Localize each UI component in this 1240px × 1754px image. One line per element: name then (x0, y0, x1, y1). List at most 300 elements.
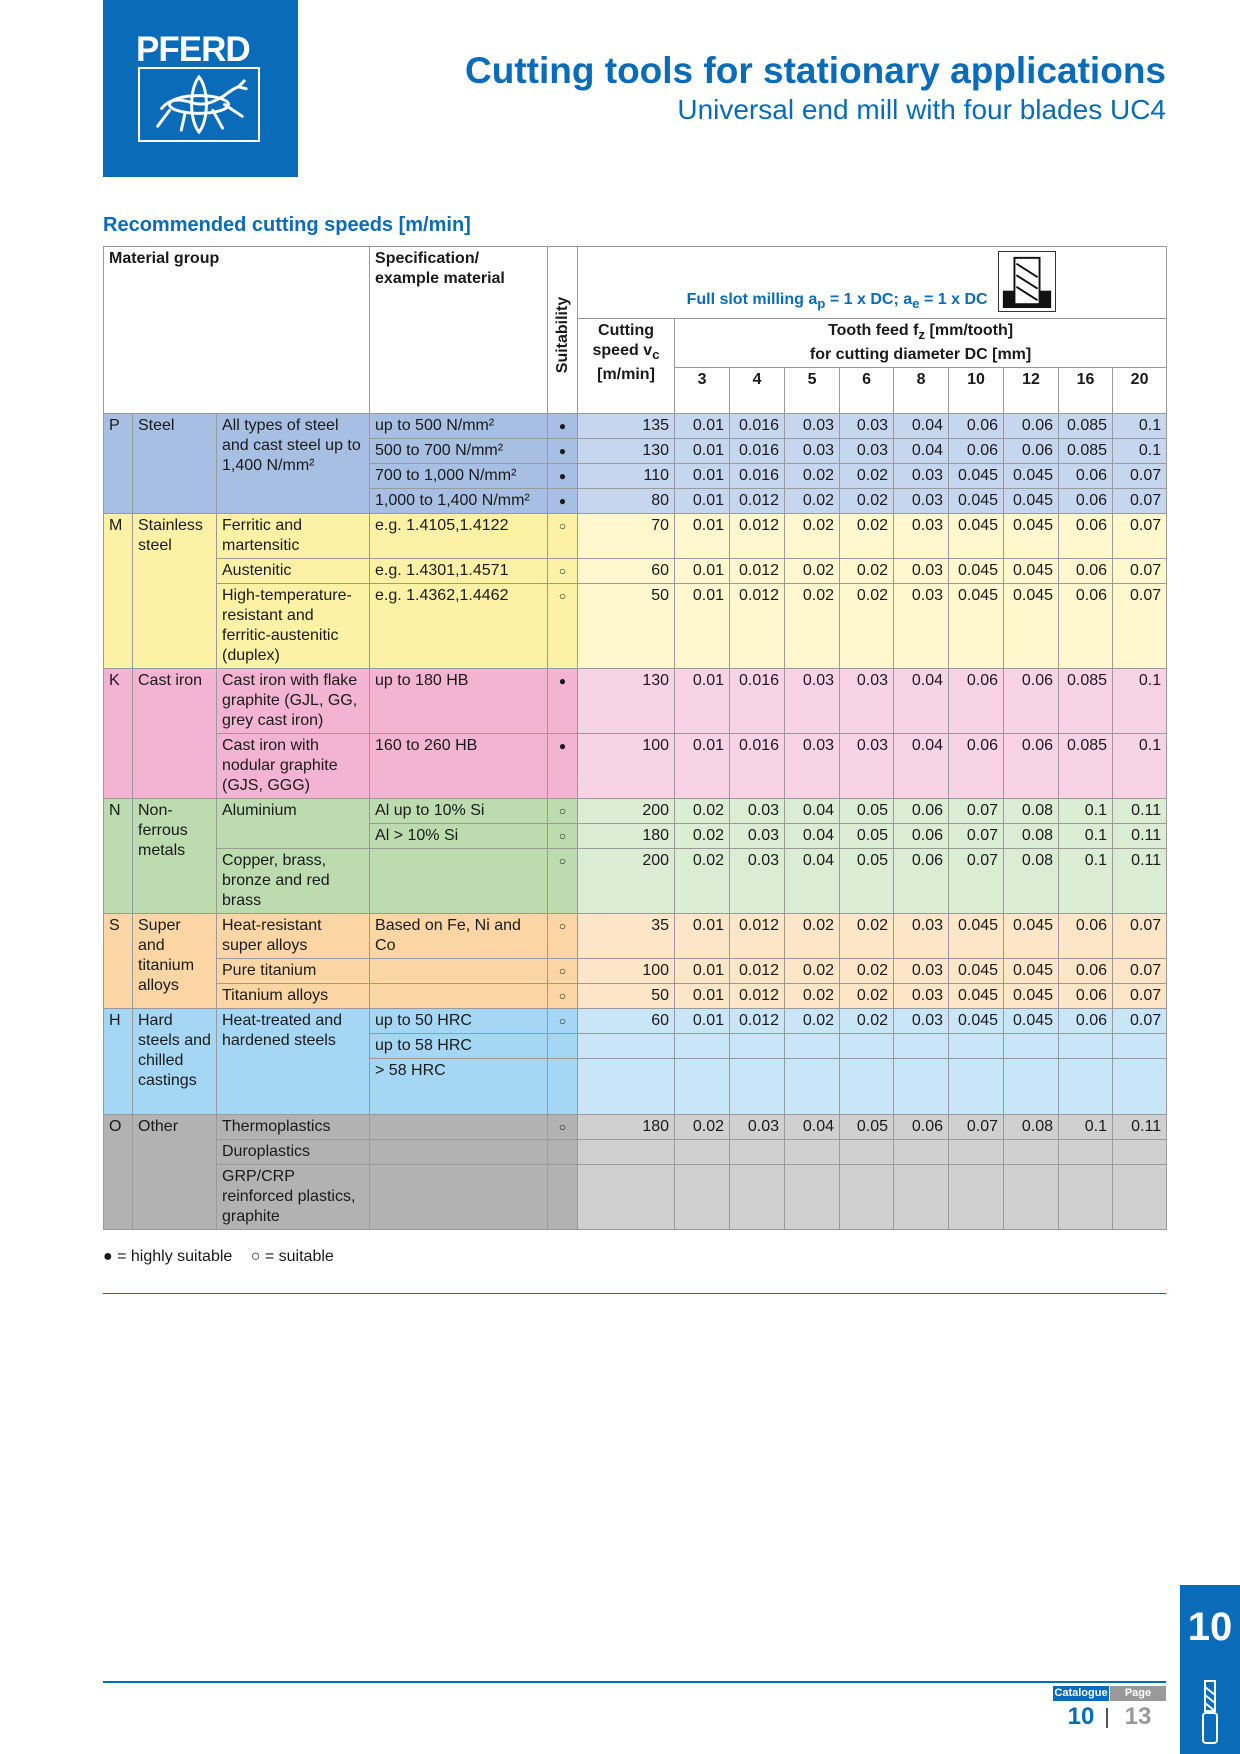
suitability-cell (548, 1165, 578, 1230)
tooth-feed-cell: 0.05 (840, 824, 894, 849)
tooth-feed-cell: 0.06 (1059, 1009, 1113, 1034)
table-row (104, 799, 1167, 824)
tooth-feed-cell: 0.01 (675, 734, 730, 799)
tooth-feed-cell: 0.07 (1113, 464, 1167, 489)
divider (103, 1293, 1166, 1294)
suitability-cell: ○ (548, 849, 578, 914)
tooth-feed-cell: 0.03 (730, 1115, 785, 1140)
tooth-feed-cell: 0.01 (675, 439, 730, 464)
suitability-cell: ○ (548, 584, 578, 669)
tooth-feed-cell: 0.01 (675, 669, 730, 734)
tooth-feed-cell: 0.02 (785, 464, 840, 489)
section-title: Recommended cutting speeds [m/min] (103, 214, 471, 236)
tooth-feed-cell: 0.045 (1004, 584, 1059, 669)
tooth-feed-cell: 0.03 (730, 799, 785, 824)
tooth-feed-cell: 0.02 (785, 514, 840, 559)
subgroup-name: Pure titanium (217, 959, 370, 984)
tooth-feed-cell: 0.06 (1059, 914, 1113, 959)
footer-separator (1106, 1708, 1108, 1728)
tooth-feed-cell: 0.045 (1004, 464, 1059, 489)
tooth-feed-cell: 0.01 (675, 959, 730, 984)
tooth-feed-cell (1059, 1059, 1113, 1115)
suitability-cell: ○ (548, 984, 578, 1009)
group-code: K (104, 669, 133, 799)
tooth-feed-cell: 0.02 (785, 489, 840, 514)
specification-cell: 160 to 260 HB (370, 734, 548, 799)
tooth-feed-cell (949, 1140, 1004, 1165)
specification-cell: 500 to 700 N/mm² (370, 439, 548, 464)
tooth-feed-cell: 0.07 (1113, 489, 1167, 514)
table-row (104, 584, 1167, 669)
tooth-feed-cell: 0.03 (840, 669, 894, 734)
tooth-feed-cell: 0.045 (949, 514, 1004, 559)
tooth-feed-cell: 0.03 (785, 669, 840, 734)
tooth-feed-cell: 0.03 (840, 734, 894, 799)
subgroup-name: Cast iron with flake graphite (GJL, GG, grey cast iron) (217, 669, 370, 734)
tooth-feed-cell: 0.07 (1113, 559, 1167, 584)
subgroup-name: Austenitic (217, 559, 370, 584)
tooth-feed-cell: 0.01 (675, 914, 730, 959)
chapter-tab (1180, 1585, 1240, 1754)
cutting-speed-cell: 100 (578, 734, 675, 799)
tooth-feed-cell: 0.06 (1004, 439, 1059, 464)
tooth-feed-cell: 0.02 (785, 1009, 840, 1034)
footer-divider (103, 1681, 1166, 1683)
tooth-feed-cell: 0.04 (894, 734, 949, 799)
tooth-feed-cell: 0.085 (1059, 669, 1113, 734)
group-name: Hard steels and chilled castings (133, 1009, 217, 1115)
tooth-feed-cell (1059, 1165, 1113, 1230)
suitability-cell: ○ (548, 799, 578, 824)
diameter-header-16: 16 (1059, 368, 1113, 414)
catalogue-number: 10 (1067, 1703, 1095, 1730)
group-name: Steel (133, 414, 217, 514)
tooth-feed-cell: 0.11 (1113, 799, 1167, 824)
tooth-feed-cell: 0.07 (949, 799, 1004, 824)
page-subtitle: Universal end mill with four blades UC4 (677, 94, 1166, 125)
tooth-feed-cell (894, 1059, 949, 1115)
tooth-feed-cell: 0.02 (785, 559, 840, 584)
tooth-feed-cell: 0.02 (840, 464, 894, 489)
table-row (104, 959, 1167, 984)
tooth-feed-cell: 0.016 (730, 414, 785, 439)
tooth-feed-cell: 0.085 (1059, 414, 1113, 439)
tooth-feed-cell: 0.03 (894, 514, 949, 559)
tooth-feed-cell: 0.06 (949, 439, 1004, 464)
tooth-feed-cell: 0.02 (785, 984, 840, 1009)
tooth-feed-cell: 0.012 (730, 584, 785, 669)
tooth-feed-cell: 0.02 (840, 584, 894, 669)
tooth-feed-cell: 0.045 (949, 559, 1004, 584)
tooth-feed-cell: 0.01 (675, 984, 730, 1009)
subgroup-name: All types of steel and cast steel up to 1,400 N/mm² (217, 414, 370, 514)
table-row (104, 514, 1167, 559)
specification-cell (370, 1165, 548, 1230)
group-code: M (104, 514, 133, 669)
tooth-feed-cell: 0.07 (949, 1115, 1004, 1140)
tooth-feed-cell: 0.02 (675, 849, 730, 914)
specification-header: Specification/ example material (370, 247, 548, 414)
tooth-feed-cell: 0.1 (1113, 669, 1167, 734)
tooth-feed-cell: 0.1 (1113, 414, 1167, 439)
specification-cell: 1,000 to 1,400 N/mm² (370, 489, 548, 514)
suitability-cell: ● (548, 464, 578, 489)
tooth-feed-cell: 0.02 (785, 914, 840, 959)
tooth-feed-cell: 0.1 (1059, 824, 1113, 849)
tooth-feed-cell: 0.012 (730, 514, 785, 559)
specification-cell: Al > 10% Si (370, 824, 548, 849)
tooth-feed-cell: 0.02 (840, 1009, 894, 1034)
tooth-feed-cell: 0.06 (1059, 514, 1113, 559)
tooth-feed-cell: 0.01 (675, 489, 730, 514)
cutting-speed-cell: 60 (578, 1009, 675, 1034)
group-code: H (104, 1009, 133, 1115)
diameter-header-20: 20 (1113, 368, 1167, 414)
cutting-speed-cell: 80 (578, 489, 675, 514)
cutting-speed-cell: 60 (578, 559, 675, 584)
tooth-feed-cell: 0.04 (894, 439, 949, 464)
tooth-feed-cell: 0.045 (1004, 984, 1059, 1009)
table-row (104, 849, 1167, 914)
tooth-feed-cell: 0.02 (840, 984, 894, 1009)
tooth-feed-cell (949, 1059, 1004, 1115)
tooth-feed-cell: 0.07 (1113, 984, 1167, 1009)
tooth-feed-cell: 0.045 (1004, 914, 1059, 959)
tooth-feed-cell: 0.06 (1059, 584, 1113, 669)
tooth-feed-cell: 0.045 (1004, 489, 1059, 514)
tooth-feed-cell: 0.01 (675, 584, 730, 669)
tooth-feed-cell (1004, 1140, 1059, 1165)
table-row (104, 559, 1167, 584)
group-name: Other (133, 1115, 217, 1230)
legend-suitable: ○ = suitable (250, 1248, 334, 1265)
group-code: N (104, 799, 133, 914)
tooth-feed-cell: 0.012 (730, 489, 785, 514)
suitability-cell: ● (548, 669, 578, 734)
tooth-feed-cell: 0.06 (949, 734, 1004, 799)
tooth-feed-cell: 0.085 (1059, 439, 1113, 464)
tooth-feed-cell (1004, 1165, 1059, 1230)
tooth-feed-cell: 0.04 (785, 849, 840, 914)
diameter-header-10: 10 (949, 368, 1004, 414)
table-header-row (104, 247, 1167, 319)
tooth-feed-cell (730, 1059, 785, 1115)
tooth-feed-cell: 0.06 (894, 1115, 949, 1140)
full-slot-milling-label: Full slot milling $a_p = 1$ x DC; $a_e = 1$ x DC (686, 290, 988, 311)
group-code: P (104, 414, 133, 514)
catalogue-label: Catalogue (1054, 1687, 1108, 1699)
tooth-feed-cell: 0.04 (785, 1115, 840, 1140)
tooth-feed-cell: 0.02 (840, 914, 894, 959)
tooth-feed-cell: 0.02 (675, 799, 730, 824)
tooth-feed-cell: 0.03 (730, 824, 785, 849)
tooth-feed-cell: 0.03 (730, 849, 785, 914)
suitability-cell: ○ (548, 914, 578, 959)
tooth-feed-cell: 0.02 (840, 489, 894, 514)
diameter-header-3: 3 (675, 368, 730, 414)
tooth-feed-cell (1113, 1140, 1167, 1165)
table-row (104, 669, 1167, 734)
tooth-feed-cell: 0.04 (894, 669, 949, 734)
tooth-feed-cell (785, 1034, 840, 1059)
cutting-speed-cell: 70 (578, 514, 675, 559)
tooth-feed-cell: 0.01 (675, 514, 730, 559)
tooth-feed-cell: 0.03 (840, 439, 894, 464)
subgroup-name: Duroplastics (217, 1140, 370, 1165)
tooth-feed-cell (785, 1165, 840, 1230)
horse-logo-icon (138, 67, 260, 142)
suitability-cell: ○ (548, 824, 578, 849)
tooth-feed-cell: 0.06 (894, 849, 949, 914)
cutting-speed-cell: 180 (578, 1115, 675, 1140)
tooth-feed-cell: 0.045 (1004, 559, 1059, 584)
cutting-speed-cell: 100 (578, 959, 675, 984)
suitability-label: Suitability (553, 296, 571, 374)
suitability-cell: ● (548, 734, 578, 799)
tooth-feed-cell (675, 1140, 730, 1165)
tooth-feed-cell: 0.03 (894, 1009, 949, 1034)
tooth-feed-cell: 0.05 (840, 799, 894, 824)
suitability-cell: ○ (548, 1115, 578, 1140)
tooth-feed-cell: 0.03 (785, 439, 840, 464)
tooth-feed-cell: 0.06 (1059, 959, 1113, 984)
tooth-feed-cell: 0.085 (1059, 734, 1113, 799)
tooth-feed-cell: 0.03 (840, 414, 894, 439)
tooth-feed-cell: 0.07 (949, 824, 1004, 849)
table-row (104, 414, 1167, 439)
tooth-feed-cell (675, 1165, 730, 1230)
tooth-feed-cell: 0.1 (1113, 734, 1167, 799)
cutting-speed-cell (578, 1140, 675, 1165)
cutting-speed-cell: 110 (578, 464, 675, 489)
tooth-feed-cell: 0.11 (1113, 849, 1167, 914)
tooth-feed-cell: 0.03 (785, 414, 840, 439)
tooth-feed-cell (894, 1034, 949, 1059)
tooth-feed-cell: 0.016 (730, 734, 785, 799)
tooth-feed-cell: 0.06 (894, 824, 949, 849)
page-number: 13 (1124, 1703, 1152, 1730)
tooth-feed-cell: 0.11 (1113, 824, 1167, 849)
tooth-feed-cell: 0.07 (1113, 584, 1167, 669)
tooth-feed-cell (730, 1140, 785, 1165)
tooth-feed-cell: 0.012 (730, 914, 785, 959)
tooth-feed-cell: 0.03 (894, 984, 949, 1009)
tooth-feed-cell (840, 1140, 894, 1165)
tooth-feed-cell: 0.02 (785, 584, 840, 669)
cutting-speed-cell: 130 (578, 439, 675, 464)
tooth-feed-cell: 0.08 (1004, 849, 1059, 914)
tooth-feed-cell: 0.06 (949, 414, 1004, 439)
tooth-feed-cell: 0.01 (675, 559, 730, 584)
specification-cell: Based on Fe, Ni and Co (370, 914, 548, 959)
tooth-feed-cell: 0.012 (730, 559, 785, 584)
group-code: O (104, 1115, 133, 1230)
specification-cell: up to 180 HB (370, 669, 548, 734)
legend (103, 1248, 348, 1266)
cutting-speed-cell: 200 (578, 799, 675, 824)
tooth-feed-cell: 0.03 (894, 464, 949, 489)
tooth-feed-cell: 0.016 (730, 439, 785, 464)
diameter-header-12: 12 (1004, 368, 1059, 414)
page-title: Cutting tools for stationary applications (465, 50, 1166, 91)
tooth-feed-cell: 0.045 (1004, 1009, 1059, 1034)
slot-milling-icon (998, 251, 1056, 312)
tooth-feed-cell (730, 1034, 785, 1059)
tooth-feed-cell: 0.016 (730, 669, 785, 734)
legend-highly-suitable: ● = highly suitable (103, 1248, 233, 1265)
tooth-feed-cell: 0.02 (675, 824, 730, 849)
specification-cell: > 58 HRC (370, 1059, 548, 1115)
cutting-speed-cell: 50 (578, 584, 675, 669)
table-row (104, 1140, 1167, 1165)
tooth-feed-cell (785, 1140, 840, 1165)
page-label: Page (1110, 1686, 1166, 1701)
cutting-speed-cell: 35 (578, 914, 675, 959)
tooth-feed-cell: 0.02 (840, 559, 894, 584)
tooth-feed-cell: 0.045 (949, 914, 1004, 959)
cutting-speeds-table (103, 246, 1167, 1230)
tooth-feed-cell (1059, 1034, 1113, 1059)
tooth-feed-cell: 0.06 (894, 799, 949, 824)
tooth-feed-cell: 0.08 (1004, 824, 1059, 849)
tooth-feed-cell (840, 1059, 894, 1115)
subgroup-name: Aluminium (217, 799, 370, 849)
tooth-feed-cell: 0.07 (1113, 514, 1167, 559)
group-name: Non-ferrous metals (133, 799, 217, 914)
suitability-cell: ● (548, 439, 578, 464)
specification-cell: 700 to 1,000 N/mm² (370, 464, 548, 489)
tooth-feed-cell: 0.045 (949, 464, 1004, 489)
tooth-feed-cell: 0.1 (1059, 799, 1113, 824)
tooth-feed-cell (1113, 1059, 1167, 1115)
tooth-feed-cell: 0.11 (1113, 1115, 1167, 1140)
tooth-feed-cell: 0.03 (894, 959, 949, 984)
tooth-feed-cell: 0.04 (894, 414, 949, 439)
subgroup-name: Titanium alloys (217, 984, 370, 1009)
tooth-feed-cell: 0.07 (949, 849, 1004, 914)
cutting-speed-cell (578, 1034, 675, 1059)
suitability-cell (548, 1140, 578, 1165)
tooth-feed-cell: 0.012 (730, 984, 785, 1009)
pferd-logo (103, 0, 298, 177)
tooth-feed-cell: 0.04 (785, 799, 840, 824)
subgroup-name: Cast iron with nodular graphite (GJS, GGG) (217, 734, 370, 799)
tooth-feed-cell: 0.08 (1004, 1115, 1059, 1140)
suitability-cell (548, 1059, 578, 1115)
tooth-feed-cell: 0.07 (1113, 914, 1167, 959)
tooth-feed-cell (894, 1165, 949, 1230)
tooth-feed-cell (785, 1059, 840, 1115)
tooth-feed-cell: 0.03 (894, 489, 949, 514)
material-group-header: Material group (104, 247, 370, 414)
specification-cell (370, 1140, 548, 1165)
tooth-feed-cell: 0.03 (894, 584, 949, 669)
tooth-feed-cell: 0.1 (1059, 849, 1113, 914)
tooth-feed-cell (1004, 1034, 1059, 1059)
group-code: S (104, 914, 133, 1009)
specification-cell: up to 58 HRC (370, 1034, 548, 1059)
tooth-feed-cell (1113, 1165, 1167, 1230)
specification-cell: up to 50 HRC (370, 1009, 548, 1034)
tooth-feed-cell: 0.02 (840, 514, 894, 559)
table-row (104, 1115, 1167, 1140)
specification-cell: e.g. 1.4105,1.4122 (370, 514, 548, 559)
tooth-feed-cell (894, 1140, 949, 1165)
suitability-cell: ○ (548, 959, 578, 984)
subgroup-name: Copper, brass, bronze and red brass (217, 849, 370, 914)
specification-cell (370, 1115, 548, 1140)
subgroup-name: GRP/CRP reinforced plastics, graphite (217, 1165, 370, 1230)
tooth-feed-cell: 0.03 (894, 914, 949, 959)
subgroup-name: High-temperature-resistant and ferritic-austenitic (duplex) (217, 584, 370, 669)
tooth-feed-cell: 0.045 (949, 584, 1004, 669)
suitability-cell: ○ (548, 1009, 578, 1034)
specification-cell: e.g. 1.4362,1.4462 (370, 584, 548, 669)
subgroup-name: Thermoplastics (217, 1115, 370, 1140)
tooth-feed-cell: 0.06 (1059, 464, 1113, 489)
tooth-feed-cell: 0.02 (840, 959, 894, 984)
tooth-feed-cell: 0.016 (730, 464, 785, 489)
specification-cell (370, 959, 548, 984)
cutting-speed-cell: 135 (578, 414, 675, 439)
tooth-feed-cell: 0.06 (949, 669, 1004, 734)
tooth-feed-cell: 0.045 (1004, 514, 1059, 559)
tooth-feed-cell (949, 1165, 1004, 1230)
tooth-feed-cell: 0.045 (949, 1009, 1004, 1034)
cutting-speed-cell (578, 1165, 675, 1230)
tooth-feed-cell: 0.06 (1059, 559, 1113, 584)
specification-cell (370, 984, 548, 1009)
tooth-feed-header: Tooth feed $f_z$ [mm/tooth] for cutting diameter DC [mm] (675, 319, 1167, 368)
tooth-feed-cell: 0.06 (1004, 669, 1059, 734)
tooth-feed-cell: 0.06 (1004, 734, 1059, 799)
logo-text: PFERD (136, 30, 250, 69)
specification-cell: up to 500 N/mm² (370, 414, 548, 439)
tooth-feed-cell: 0.01 (675, 1009, 730, 1034)
tooth-feed-cell (675, 1034, 730, 1059)
specification-cell: e.g. 1.4301,1.4571 (370, 559, 548, 584)
tooth-feed-cell: 0.01 (675, 414, 730, 439)
suitability-cell: ○ (548, 559, 578, 584)
tooth-feed-cell (949, 1034, 1004, 1059)
tooth-feed-cell (675, 1059, 730, 1115)
tooth-feed-cell: 0.045 (949, 984, 1004, 1009)
tooth-feed-cell: 0.012 (730, 959, 785, 984)
specification-cell: Al up to 10% Si (370, 799, 548, 824)
tooth-feed-cell: 0.03 (894, 559, 949, 584)
tooth-feed-cell: 0.05 (840, 1115, 894, 1140)
tooth-feed-cell: 0.06 (1059, 489, 1113, 514)
suitability-header (548, 247, 578, 414)
tooth-feed-cell (730, 1165, 785, 1230)
tooth-feed-cell: 0.045 (949, 959, 1004, 984)
diameter-header-4: 4 (730, 368, 785, 414)
tooth-feed-cell: 0.045 (1004, 959, 1059, 984)
subgroup-name: Heat-treated and hardened steels (217, 1009, 370, 1115)
tooth-feed-cell: 0.045 (949, 489, 1004, 514)
tooth-feed-cell: 0.04 (785, 824, 840, 849)
suitability-cell (548, 1034, 578, 1059)
table-row (104, 1009, 1167, 1034)
tooth-feed-cell: 0.07 (1113, 1009, 1167, 1034)
tooth-feed-cell: 0.1 (1113, 439, 1167, 464)
full-slot-milling-header (578, 247, 1167, 319)
cutting-speed-cell: 50 (578, 984, 675, 1009)
diameter-header-6: 6 (840, 368, 894, 414)
tooth-feed-cell (1113, 1034, 1167, 1059)
tooth-feed-cell: 0.06 (1059, 984, 1113, 1009)
cutting-speed-cell (578, 1059, 675, 1115)
